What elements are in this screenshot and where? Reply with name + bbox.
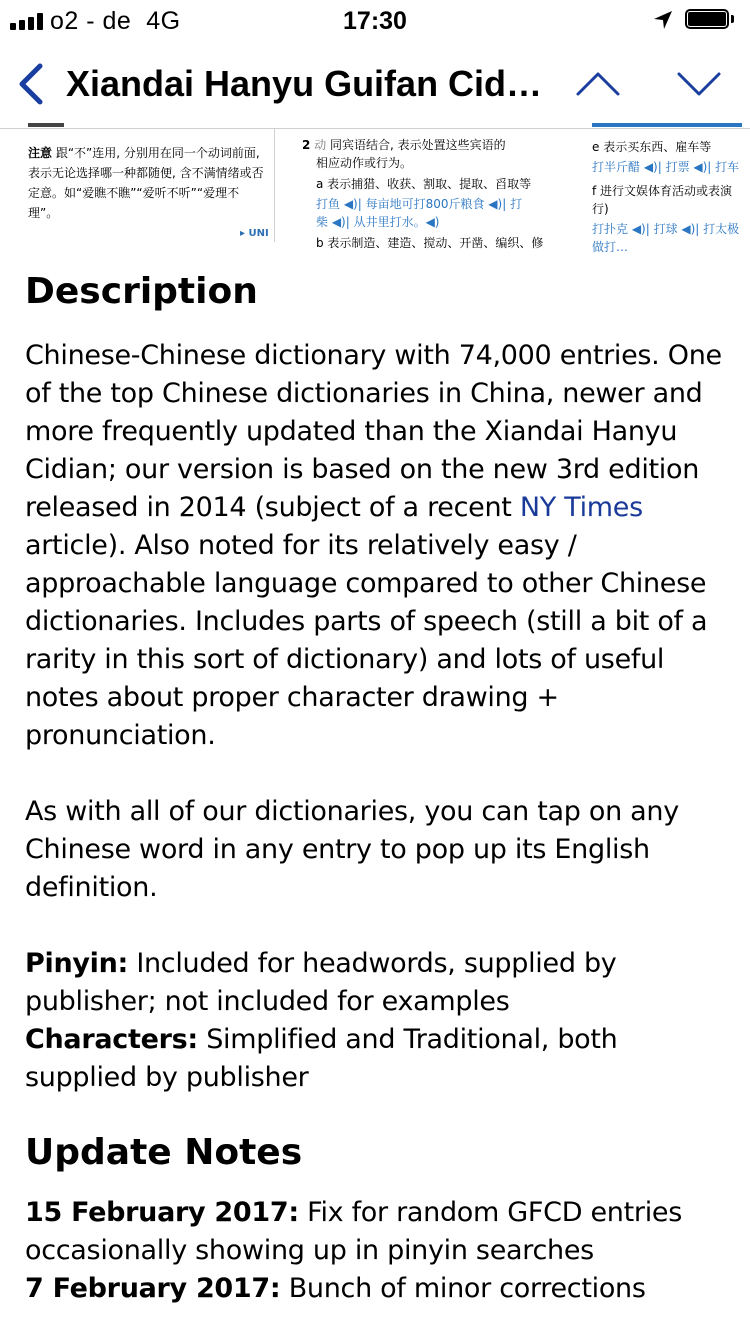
example-line[interactable]: 打扑克 ◀)| 打球 ◀)| 打太极 [592,222,740,236]
pinyin-info [25,945,730,1021]
sub-sense: b 表示制造、建造、搅动、开凿、编织、修 [316,236,544,250]
usage-note [28,143,268,223]
status-time: 17:30 [343,7,407,35]
sub-sense: f 进行文娱体育活动或表演 [592,184,733,198]
back-chevron-icon[interactable] [14,60,50,108]
update-notes-heading: Update Notes [25,1132,303,1173]
definition-line: 相应动作或行为。 [316,156,413,170]
sub-sense: 行) [592,202,609,216]
characters-info [25,1021,730,1097]
example-line[interactable]: 打半斤醋 ◀)| 打票 ◀)| 打车 [592,160,740,174]
note-text: 跟“不”连用, 分别用在同一个动词前面, 表示无论选择哪一种都随便, 含不满情绪或否定意。如“爱瞧不瞧”“爱听不听”“爱理不理”。 [28,146,264,220]
chevron-down-icon[interactable] [676,64,722,104]
chevron-up-icon[interactable] [575,64,621,104]
sub-sense: e 表示买东西、雇车等 [592,140,712,154]
screenshot-panel[interactable] [588,129,750,254]
description-paragraph: As with all of our dictionaries, you can tap on any Chinese word in any entry to pop up its English definition. [25,796,679,903]
pinyin-label: Pinyin: [25,948,129,979]
description-text: article). Also noted for its relatively easy / approachable language compared to other Chinese dictionaries. Includes parts of speech (still a bit of a rarity in this sort of dictionary) and lots of useful notes about proper character drawing + pronunciation. [25,530,708,751]
example-line[interactable]: 柴 ◀)| 从井里打水。◀) [316,215,440,229]
update-note-text: Fix for random GFCD entries occasionally showing up in pinyin searches [25,1197,682,1266]
description-text: Chinese-Chinese dictionary with 74,000 entries. One of the top Chinese dictionaries in China, newer and more frequently updated than the Xiandai Hanyu Cidian; our version is based on the new 3rd edition released in 2014 (subject of a recent [25,340,722,523]
uni-link[interactable]: ▸ UNI [240,228,269,239]
navigation-bar [0,40,750,129]
part-of-speech: 动 [314,138,327,152]
update-note-date: 7 February 2017: [25,1273,281,1304]
battery-full-icon [685,9,735,31]
screenshot-strip[interactable] [0,129,750,254]
network-type: 4G [146,7,181,35]
example-line[interactable]: 做打… [592,240,629,254]
ny-times-link[interactable]: NY Times [519,492,643,523]
sense-number: 2 [302,138,311,152]
product-details [25,270,730,1308]
page-title: Xiandai Hanyu Guifan Cid… [66,63,543,104]
characters-text: Simplified and Traditional, both supplied by publisher [25,1024,618,1093]
description-paragraph [25,337,730,755]
clipped-text [28,123,64,127]
example-line[interactable]: 打鱼 ◀)| 每亩地可打800斤粮食 ◀)| 打 [316,197,523,211]
definition-line: 同宾语结合, 表示处置这些宾语的 [330,138,506,152]
update-note [25,1194,730,1270]
update-note-date: 15 February 2017: [25,1197,299,1228]
location-arrow-icon [652,9,674,31]
status-bar [0,0,750,40]
clipped-text [592,123,742,127]
screenshot-panel[interactable] [18,129,275,242]
note-label: 注意 [28,146,53,160]
carrier-name: o2 - de [50,7,132,35]
characters-label: Characters: [25,1024,198,1055]
update-note [25,1270,730,1308]
screenshot-panel[interactable] [298,129,550,250]
sub-sense: a 表示捕猎、收获、割取、提取、舀取等 [316,177,532,191]
pinyin-text: Included for headwords, supplied by publisher; not included for examples [25,948,617,1017]
description-heading: Description [25,271,258,312]
update-note-text: Bunch of minor corrections [280,1273,646,1304]
